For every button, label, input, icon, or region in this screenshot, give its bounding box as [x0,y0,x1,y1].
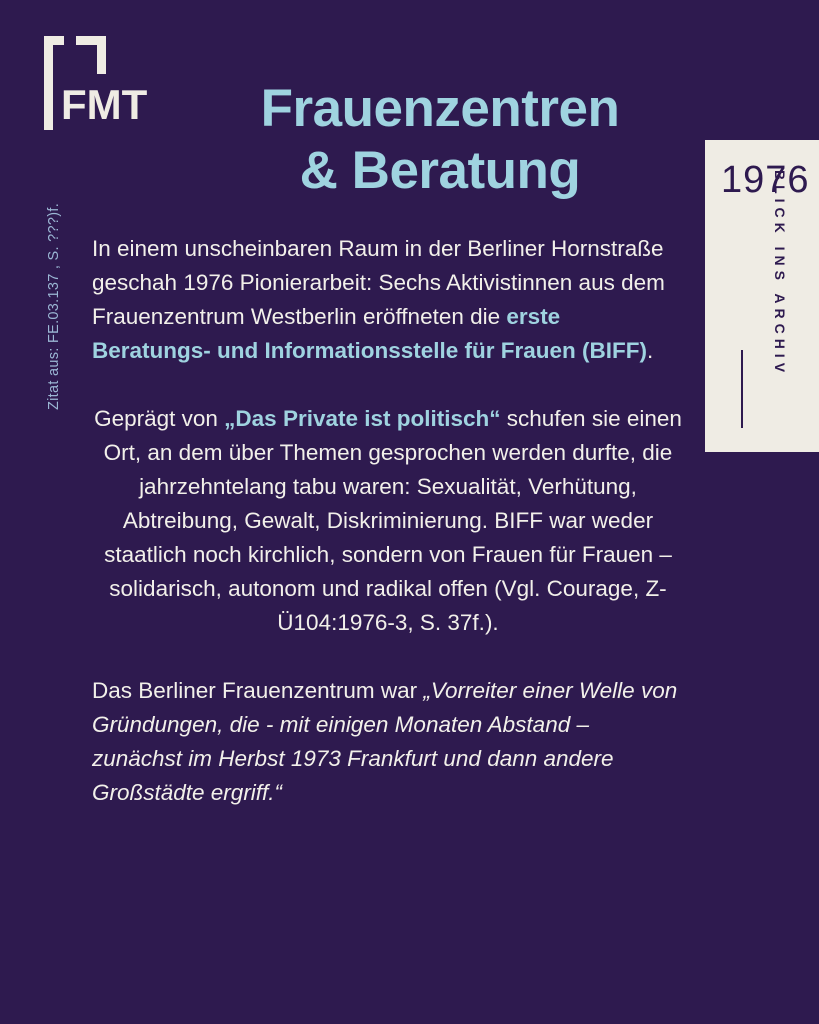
archive-badge [705,140,819,452]
paragraph-2-part2: schufen sie einen Ort, an dem über Themen gesprochen werden durfte, die jahrzehntelang tabu waren: Sexualität, Verhütung, Abtreibung, Gewalt, Diskriminierung. BIFF war weder staatlich noch kirchlich, sondern von Frauen für Frauen – solidarisch, autonom und radikal offen (Vgl. Courage, Z-Ü104:1976-3, S. 37f.). [103,406,682,635]
paragraph-2-quote: „Das Private ist politisch“ [224,406,501,431]
paragraph-1-part2: . [647,338,654,363]
citation-text: Zitat aus: FE.03.137 , S. ???)f. [46,202,62,410]
logo-bracket-notch [64,36,76,45]
paragraph-1-part1: In einem unscheinbaren Raum in der Berliner Hornstraße geschah 1976 Pionierarbeit: Sechs Aktivistinnen aus dem Frauenzentrum Westberlin eröffneten die [92,236,665,329]
archive-year: 1976 [721,159,810,201]
logo-text: FMT [61,81,148,128]
archive-label-text: BLICK INS ARCHIV [772,170,788,378]
page-title [190,78,690,202]
citation-vertical [46,170,84,410]
archive-divider [741,350,743,428]
page-title-line2: & Beratung [299,141,581,200]
paragraph-1 [92,232,684,368]
archive-label [772,170,801,420]
paragraph-2 [92,402,684,640]
fmt-logo [44,36,154,134]
paragraph-3-quote: „Vorreiter einer Welle von Gründungen, die - mit einigen Monaten Abstand – zunächst im Herbst 1973 Frankfurt und dann andere Großstädte ergriff.“ [92,678,678,805]
paragraph-3 [92,674,684,810]
logo-bracket-right [97,36,106,74]
paragraph-2-part1: Geprägt von [94,406,225,431]
page-title-line1: Frauenzentren [260,79,620,138]
paragraph-3-lead: Das Berliner Frauenzentrum war [92,678,424,703]
paragraph-1-highlight: erste Beratungs- und Informationsstelle für Frauen (BIFF) [92,304,648,363]
logo-bracket-left [44,36,53,130]
body-text [92,232,684,844]
